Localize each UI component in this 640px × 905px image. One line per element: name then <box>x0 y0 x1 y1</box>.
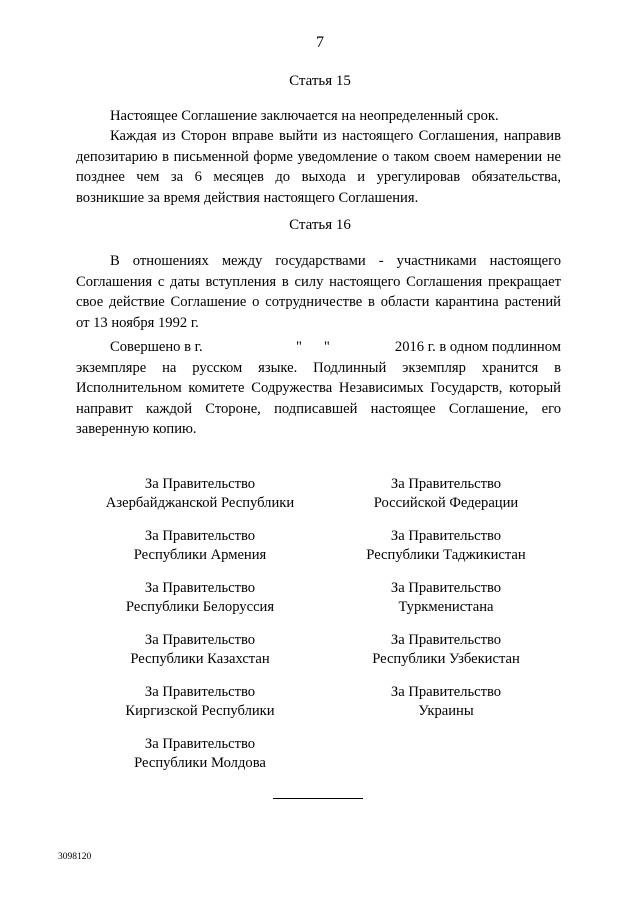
done-at-year: 2016 г. в одном подлинном <box>394 339 561 355</box>
signature-line-2: Республики Казахстан <box>130 651 270 667</box>
signature-line-2: Республики Армения <box>133 547 267 563</box>
signature-block <box>70 527 330 565</box>
signature-block <box>70 579 330 617</box>
signature-block <box>316 631 576 669</box>
done-at-paragraph <box>76 337 561 440</box>
article-15-paragraph-2: Каждая из Сторон вправе выйти из настоящего Соглашения, направив депозитарию в письменной форме уведомление о таком своем намерении не позднее чем за 6 месяцев до выхода и урегулировав обязательства, возникшие за время действия настоящего Соглашения. <box>76 128 561 206</box>
page-number: 7 <box>316 34 324 51</box>
signature-line-2: Республики Молдова <box>134 755 266 771</box>
signature-line-1: За Правительство <box>144 684 256 700</box>
signature-block <box>70 735 330 773</box>
article-16-heading: Статья 16 <box>289 217 351 233</box>
signature-line-1: За Правительство <box>390 476 502 492</box>
signature-line-1: За Правительство <box>144 528 256 544</box>
article-15-paragraph-1: Настоящее Соглашение заключается на неопределенный срок. <box>110 108 499 124</box>
signature-line-1: За Правительство <box>144 580 256 596</box>
signature-block <box>316 527 576 565</box>
signature-block <box>316 579 576 617</box>
signature-line-2: Киргизской Республики <box>125 703 275 719</box>
separator-line <box>273 798 363 799</box>
signature-block <box>70 475 330 513</box>
done-at-city: Совершено в г. <box>110 339 203 355</box>
signature-line-1: За Правительство <box>144 632 256 648</box>
signature-line-2: Украины <box>418 703 474 719</box>
article-15-heading: Статья 15 <box>289 73 351 89</box>
signature-line-1: За Правительство <box>390 580 502 596</box>
signature-line-2: Республики Узбекистан <box>372 651 520 667</box>
signature-line-2: Российской Федерации <box>373 495 519 511</box>
signature-block <box>70 631 330 669</box>
signature-line-2: Республики Белоруссия <box>125 599 275 615</box>
done-at-date-quotes: " " <box>296 339 330 355</box>
signature-line-2: Республики Таджикистан <box>366 547 526 563</box>
signature-block <box>70 683 330 721</box>
signature-block <box>316 475 576 513</box>
document-code: 3098120 <box>58 852 92 862</box>
signature-line-2: Азербайджанской Республики <box>105 495 295 511</box>
signature-line-1: За Правительство <box>390 684 502 700</box>
signature-line-1: За Правительство <box>390 632 502 648</box>
signature-line-1: За Правительство <box>144 476 256 492</box>
article-16-paragraph-1: В отношениях между государствами - участниками настоящего Соглашения с даты вступления в силу настоящего Соглашения прекращает свое действие Соглашение о сотрудничестве в области карантина растений от 13 ноября 1992 г. <box>76 253 561 331</box>
signature-line-2: Туркменистана <box>398 599 494 615</box>
signature-block <box>316 683 576 721</box>
done-at-first-line <box>76 337 561 358</box>
signature-line-1: За Правительство <box>144 736 256 752</box>
done-at-rest: экземпляре на русском языке. Подлинный экземпляр хранится в Исполнительном комитете Содружества Независимых Государств, который направит каждой Стороне, подписавшей настоящее Соглашение, его заверенную копию. <box>76 359 561 437</box>
signature-line-1: За Правительство <box>390 528 502 544</box>
